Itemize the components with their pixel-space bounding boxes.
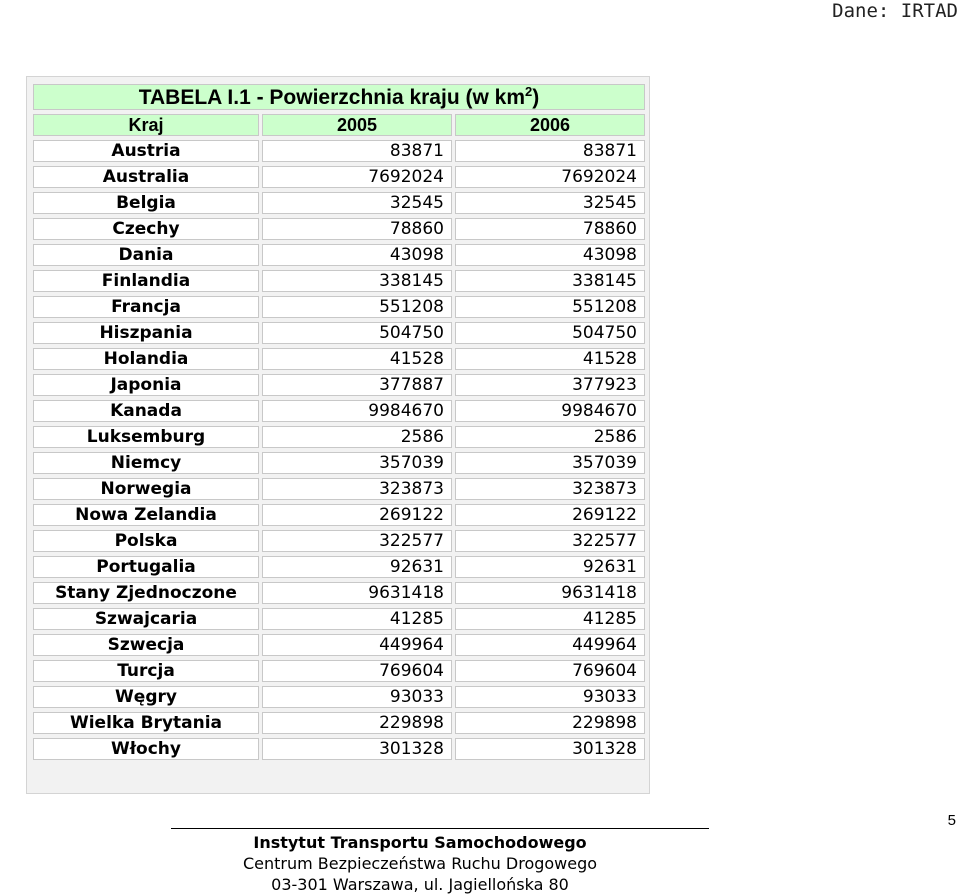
value-2006-cell: 449964 — [455, 634, 645, 656]
source-label: Dane: IRTAD — [832, 0, 958, 22]
table-row — [33, 296, 645, 318]
footer-divider — [171, 828, 709, 829]
country-cell: Hiszpania — [33, 322, 259, 344]
table-row — [33, 244, 645, 266]
country-cell: Szwecja — [33, 634, 259, 656]
value-2005-cell: 9984670 — [262, 400, 452, 422]
value-2005-cell: 357039 — [262, 452, 452, 474]
country-cell: Szwajcaria — [33, 608, 259, 630]
country-cell: Dania — [33, 244, 259, 266]
value-2006-cell: 93033 — [455, 686, 645, 708]
value-2005-cell: 269122 — [262, 504, 452, 526]
table-title — [33, 84, 645, 110]
column-header-2005: 2005 — [262, 114, 452, 136]
table-row — [33, 582, 645, 604]
value-2005-cell: 504750 — [262, 322, 452, 344]
table-row — [33, 400, 645, 422]
data-table-frame — [26, 76, 650, 794]
value-2006-cell: 377923 — [455, 374, 645, 396]
country-cell: Włochy — [33, 738, 259, 760]
value-2005-cell: 338145 — [262, 270, 452, 292]
table-row — [33, 660, 645, 682]
country-cell: Australia — [33, 166, 259, 188]
table-row — [33, 322, 645, 344]
table-row — [33, 270, 645, 292]
value-2006-cell: 78860 — [455, 218, 645, 240]
value-2006-cell: 301328 — [455, 738, 645, 760]
value-2005-cell: 322577 — [262, 530, 452, 552]
value-2006-cell: 41285 — [455, 608, 645, 630]
value-2006-cell: 92631 — [455, 556, 645, 578]
country-cell: Polska — [33, 530, 259, 552]
value-2006-cell: 41528 — [455, 348, 645, 370]
value-2006-cell: 769604 — [455, 660, 645, 682]
value-2006-cell: 357039 — [455, 452, 645, 474]
table-row — [33, 686, 645, 708]
table-row — [33, 504, 645, 526]
table-row — [33, 426, 645, 448]
value-2006-cell: 83871 — [455, 140, 645, 162]
table-header-row — [33, 114, 645, 136]
value-2005-cell: 2586 — [262, 426, 452, 448]
footer-institute: Instytut Transportu Samochodowego — [253, 833, 587, 852]
country-cell: Holandia — [33, 348, 259, 370]
value-2006-cell: 43098 — [455, 244, 645, 266]
country-cell: Francja — [33, 296, 259, 318]
page-number: 5 — [947, 812, 956, 829]
table-row — [33, 738, 645, 760]
country-cell: Niemcy — [33, 452, 259, 474]
table-title-superscript: 2 — [525, 84, 533, 99]
value-2006-cell: 9631418 — [455, 582, 645, 604]
value-2005-cell: 449964 — [262, 634, 452, 656]
table-row — [33, 374, 645, 396]
country-cell: Austria — [33, 140, 259, 162]
value-2006-cell: 2586 — [455, 426, 645, 448]
footer-address: 03-301 Warszawa, ul. Jagiellońska 80 — [271, 875, 569, 894]
country-cell: Norwegia — [33, 478, 259, 500]
table-row — [33, 712, 645, 734]
table-row — [33, 166, 645, 188]
value-2005-cell: 9631418 — [262, 582, 452, 604]
value-2005-cell: 323873 — [262, 478, 452, 500]
table-title-end: ) — [532, 85, 540, 109]
footer — [150, 832, 690, 895]
value-2006-cell: 323873 — [455, 478, 645, 500]
value-2005-cell: 7692024 — [262, 166, 452, 188]
value-2006-cell: 322577 — [455, 530, 645, 552]
table-title-row — [33, 84, 645, 110]
table-row — [33, 140, 645, 162]
table-row — [33, 556, 645, 578]
country-cell: Stany Zjednoczone — [33, 582, 259, 604]
footer-center: Centrum Bezpieczeństwa Ruchu Drogowego — [242, 854, 598, 873]
value-2005-cell: 41528 — [262, 348, 452, 370]
value-2005-cell: 229898 — [262, 712, 452, 734]
value-2006-cell: 551208 — [455, 296, 645, 318]
country-cell: Portugalia — [33, 556, 259, 578]
value-2005-cell: 769604 — [262, 660, 452, 682]
table-row — [33, 530, 645, 552]
value-2005-cell: 83871 — [262, 140, 452, 162]
value-2005-cell: 41285 — [262, 608, 452, 630]
table-row — [33, 634, 645, 656]
value-2005-cell: 78860 — [262, 218, 452, 240]
value-2006-cell: 269122 — [455, 504, 645, 526]
value-2006-cell: 9984670 — [455, 400, 645, 422]
value-2005-cell: 301328 — [262, 738, 452, 760]
value-2005-cell: 92631 — [262, 556, 452, 578]
value-2005-cell: 551208 — [262, 296, 452, 318]
country-cell: Wielka Brytania — [33, 712, 259, 734]
table-row — [33, 218, 645, 240]
country-cell: Japonia — [33, 374, 259, 396]
value-2006-cell: 32545 — [455, 192, 645, 214]
country-cell: Turcja — [33, 660, 259, 682]
country-cell: Belgia — [33, 192, 259, 214]
country-cell: Finlandia — [33, 270, 259, 292]
value-2006-cell: 229898 — [455, 712, 645, 734]
country-cell: Kanada — [33, 400, 259, 422]
country-cell: Nowa Zelandia — [33, 504, 259, 526]
table-row — [33, 608, 645, 630]
value-2006-cell: 504750 — [455, 322, 645, 344]
country-cell: Węgry — [33, 686, 259, 708]
value-2005-cell: 32545 — [262, 192, 452, 214]
value-2005-cell: 43098 — [262, 244, 452, 266]
table-row — [33, 192, 645, 214]
country-cell: Czechy — [33, 218, 259, 240]
table-title-text: TABELA I.1 - Powierzchnia kraju (w km — [138, 85, 525, 109]
value-2006-cell: 7692024 — [455, 166, 645, 188]
value-2005-cell: 93033 — [262, 686, 452, 708]
column-header-2006: 2006 — [455, 114, 645, 136]
table-row — [33, 452, 645, 474]
table-row — [33, 478, 645, 500]
area-table — [30, 80, 648, 764]
column-header-country: Kraj — [33, 114, 259, 136]
value-2005-cell: 377887 — [262, 374, 452, 396]
country-cell: Luksemburg — [33, 426, 259, 448]
value-2006-cell: 338145 — [455, 270, 645, 292]
table-row — [33, 348, 645, 370]
